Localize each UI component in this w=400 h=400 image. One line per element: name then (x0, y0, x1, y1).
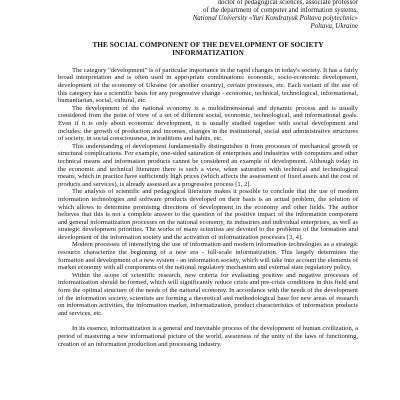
article-title (58, 41, 358, 58)
paragraph: Within the scope of scientific research, new criteria for evaluating positive and negative processes of informatization should be formed, which will significantly reduce crisis and pre-crisis conditions in this field and form the optimal structure of the needs of the national economy. In accordance with the needs of the development of the information society, scientists are forming a theoretical and methodological base for new areas of research on information activities, the information market, informatization, product characteristics of information products and services, etc. (58, 271, 358, 317)
paragraph: Modern processes of intensifying the use of information and modern information technologies as a strategic resource characterize the beginning of a new era - full-scale informatization. This largely determines the formation and development of a new system - an information society, which will take into account the elements of market economy with all components of the national regulatory mechanism and external state regulatory policy. (58, 241, 358, 272)
paragraph: The analysis of scientific and pedagogical literature makes it possible to conclude that the use of modern information technologies and software products developed on their basis is an actual problem, the solution of which allows to determine promising directions of development in the economy and other fields. The author believes that this is not a complete answer to the question of the positive impact of the information component and general informatization processes on the national economy, its industries and individual enterprises, as well as strategic development priorities. The works of many scientists are devoted to the problems of the formation and development of the information society and the activation of informatization processes [3, 4]. (58, 188, 358, 241)
article-body (58, 67, 358, 348)
author-degree: doctor of pedagogical sciences, associate professor (217, 0, 358, 6)
paragraph: In its essence, informatization is a general and inevitable process of the development of human civilization, a period of mastering a new informational picture of the world, awareness of the unity of the laws of functioning, creation of an information production and processing industry. (58, 325, 358, 348)
author-location: Poltava, Ukraine (310, 22, 358, 30)
author-block (58, 0, 358, 31)
author-department: of the department of computer and information systems, (203, 6, 358, 14)
paragraph: The category "development" is of particular importance in the rapid changes in today's society. It has a fairly broad interpretation and is often used in appropriate combinations: economic, socio-economic development, development of the economy of Ukraine (or another country), certain processes, etc. Each variant of the use of this category has a scientific basis for any progressive change - economic, technical, technological, informational, humanitarian, social, cultural, etc. (58, 66, 358, 105)
paragraph: This understanding of development fundamentally distinguishes it from processes of mechanical growth or structural complications. For example, one-sided saturation of enterprises and industries with computers and other technical means and information products cannot be considered an example of development. Although today in the economic and technical literature there is such a view, when saturation with technical and technological means, which in practice have sufficiently high prices (which affects the assessment of fixed assets and the cost of products and services), is already assessed as a progressive process [1, 2]. (58, 142, 358, 188)
title-line-2: INFORMATIZATION (172, 48, 244, 58)
title-line-1: THE SOCIAL COMPONENT OF THE DEVELOPMENT OF SOCIETY (92, 39, 324, 49)
paragraph: The development of the national economy is a multidimensional and dynamic process and is usually considered from the point of view of a set of different social, economic, technological, and informational goals. Even if it is only about economic development, it is usually studied together with social development and includes: the growth of production and incomes, changes in the institutional, social and administrative structures of society, in social consciousness, in traditions and habits, etc. (58, 104, 358, 143)
author-university: National University «Yuri Kondratyuk Poltava polytechnic» (192, 14, 358, 22)
